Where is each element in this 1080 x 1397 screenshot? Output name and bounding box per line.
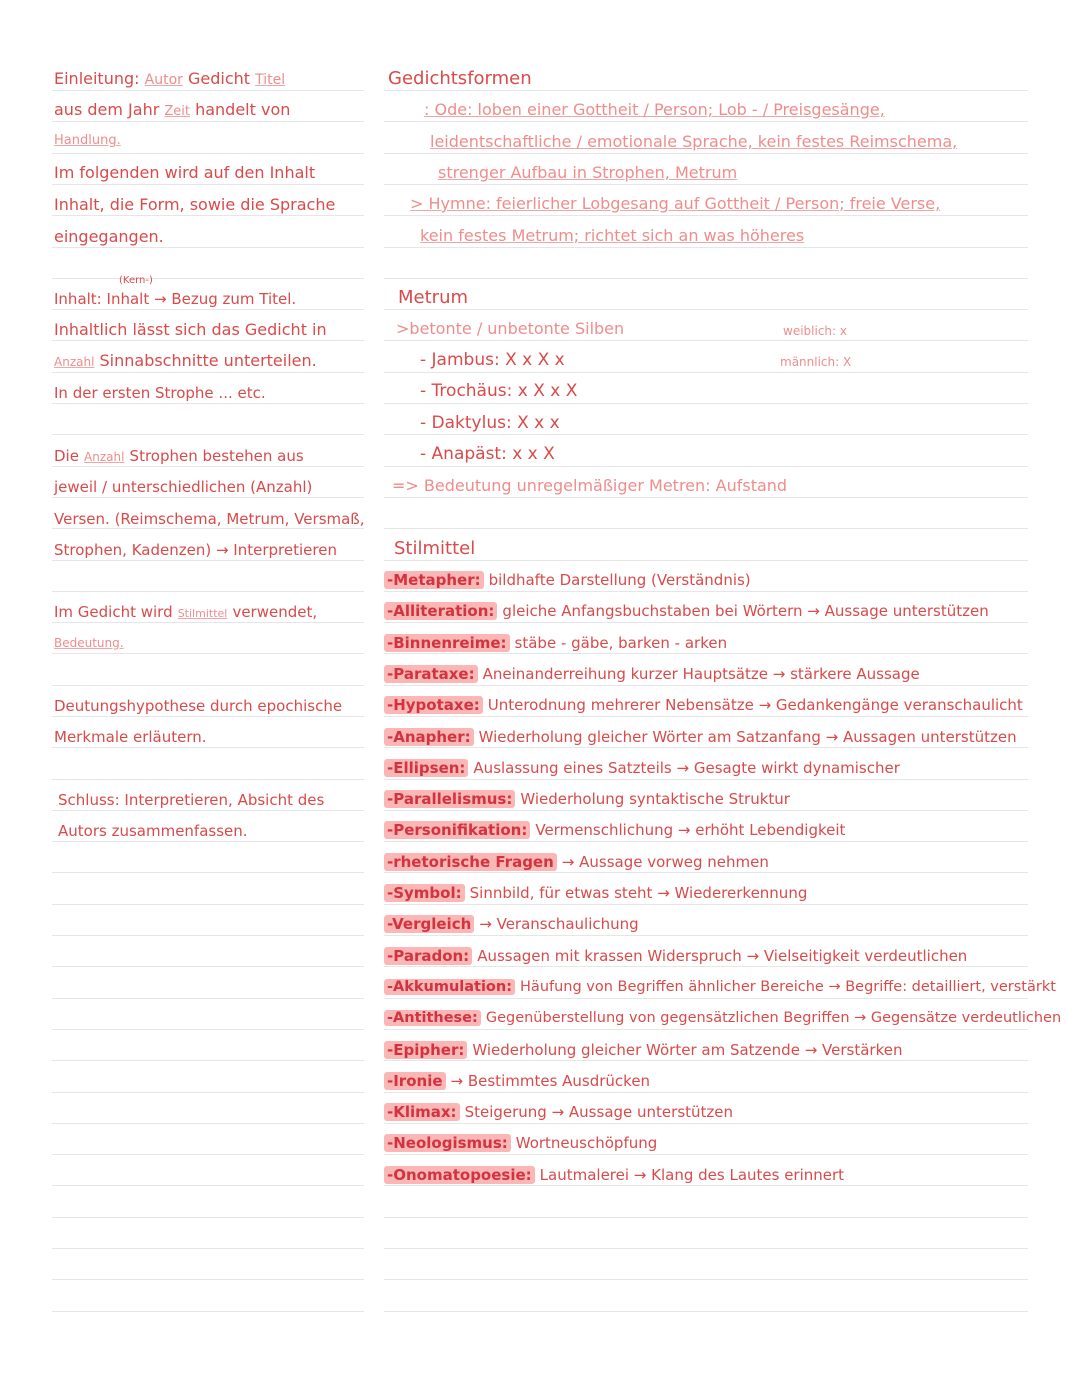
device-description: → Veranschaulichung <box>479 915 639 933</box>
forms-line-2: leidentschaftliche / emotionale Sprache, kein festes Reimschema, <box>430 132 958 151</box>
device-item <box>384 851 769 873</box>
device-description: Vermenschlichung → erhöht Lebendigkeit <box>535 821 846 839</box>
intro-line-2-a: aus dem Jahr <box>54 100 160 119</box>
content-line-4: In der ersten Strophe ... etc. <box>54 384 266 402</box>
device-description: stäbe - gäbe, barken - arken <box>514 634 728 652</box>
forms-line-4: > Hymne: feierlicher Lobgesang auf Gottheit / Person; freie Verse, <box>410 194 941 213</box>
form-line-1 <box>54 445 304 468</box>
content-label: Inhalt: <box>54 290 102 308</box>
device-term: -Antithese: <box>384 1010 481 1026</box>
ruled-line <box>384 90 1028 91</box>
device-term: -Epipher: <box>384 1041 467 1059</box>
device-term: -Parallelismus: <box>384 790 515 808</box>
ruled-line <box>384 372 1028 373</box>
ruled-line <box>384 779 1028 780</box>
forms-line-3: strenger Aufbau in Strophen, Metrum <box>438 163 738 182</box>
content-line-3 <box>54 350 317 373</box>
ruled-line <box>384 1123 1028 1124</box>
meter-weiblich: weiblich: x <box>783 324 847 338</box>
ruled-line <box>52 779 364 780</box>
ruled-line <box>52 1311 364 1312</box>
device-item <box>384 757 900 779</box>
conclusion-line-2: Autors zusammenfassen. <box>58 822 248 840</box>
device-description: Häufung von Begriffen ähnlicher Bereiche → Begriffe: detailliert, verstärkt <box>520 979 1056 995</box>
ruled-line <box>52 184 364 185</box>
ruled-line <box>52 1029 364 1030</box>
ruled-line <box>384 810 1028 811</box>
device-term: -rhetorische Fragen <box>384 853 557 871</box>
form-line-2: jeweil / unterschiedlichen (Anzahl) <box>54 478 313 496</box>
ruled-line <box>384 340 1028 341</box>
device-item <box>384 1132 657 1154</box>
device-term: -Alliteration: <box>384 602 497 620</box>
device-term: -Neologismus: <box>384 1134 511 1152</box>
device-item <box>384 945 967 967</box>
ruled-line <box>52 966 364 967</box>
ruled-line <box>384 622 1028 623</box>
intro-label: Einleitung: <box>54 69 140 88</box>
ruled-line <box>384 434 1028 435</box>
content-anzahl: Anzahl <box>54 355 95 369</box>
device-description: gleiche Anfangsbuchstaben bei Wörtern → Aussage unterstützen <box>502 602 989 620</box>
ruled-line <box>384 528 1028 529</box>
meter-subtitle: >betonte / unbetonte Silben <box>396 319 625 338</box>
ruled-line <box>384 1279 1028 1280</box>
ruled-line <box>52 1154 364 1155</box>
device-term: -Metapher: <box>384 571 484 589</box>
intro-gedicht: Gedicht <box>187 69 251 88</box>
device-item <box>384 819 845 841</box>
content-sinnabschnitte: Sinnabschnitte unterteilen. <box>99 351 317 370</box>
ruled-line <box>52 434 364 435</box>
ruled-line <box>52 153 364 154</box>
device-term: -Personifikation: <box>384 821 530 839</box>
device-description: → Bestimmtes Ausdrücken <box>450 1072 651 1090</box>
ruled-line <box>384 841 1028 842</box>
ruled-line <box>384 998 1028 999</box>
meter-trochaeus: - Trochäus: x X x X <box>420 381 578 401</box>
intro-line-6: eingegangen. <box>54 227 164 246</box>
ruled-line <box>384 1217 1028 1218</box>
form-anzahl: Anzahl <box>84 450 125 464</box>
device-item <box>384 663 920 685</box>
device-term: -Onomatopoesie: <box>384 1166 535 1184</box>
intro-autor: Autor <box>144 72 183 88</box>
ruled-line <box>384 497 1028 498</box>
device-item <box>384 1070 650 1092</box>
device-description: Auslassung eines Satzteils → Gesagte wirkt dynamischer <box>473 759 900 777</box>
device-term: -Ironie <box>384 1072 446 1090</box>
intro-line-4: Im folgenden wird auf den Inhalt <box>54 163 316 182</box>
ruled-line <box>384 247 1028 248</box>
device-item <box>384 569 751 591</box>
ruled-line <box>52 998 364 999</box>
ruled-line <box>384 1029 1028 1030</box>
form-line-4: Strophen, Kadenzen) → Interpretieren <box>54 541 337 559</box>
meter-title: Metrum <box>398 287 469 308</box>
content-kern: (Kern-) <box>119 275 153 286</box>
meter-daktylus: - Daktylus: X x x <box>420 413 560 433</box>
ruled-line <box>384 466 1028 467</box>
meter-jambus: - Jambus: X x X x <box>420 350 565 370</box>
ruled-line <box>384 560 1028 561</box>
ruled-line <box>384 1154 1028 1155</box>
ruled-line <box>384 184 1028 185</box>
device-item <box>384 632 727 654</box>
content-line-1 <box>54 288 296 310</box>
device-description: Lautmalerei → Klang des Lautes erinnert <box>539 1166 845 1184</box>
ruled-line <box>384 1092 1028 1093</box>
content-inhalt: Inhalt <box>106 290 150 308</box>
meter-maennlich: männlich: X <box>780 355 852 369</box>
device-term: -Parataxe: <box>384 665 478 683</box>
intro-zeit: Zeit <box>164 104 190 119</box>
device-description: Wortneuschöpfung <box>515 1134 658 1152</box>
ruled-line <box>384 121 1028 122</box>
ruled-line <box>52 1060 364 1061</box>
ruled-line <box>52 904 364 905</box>
device-item <box>384 694 1023 716</box>
form-die: Die <box>54 447 79 465</box>
forms-line-5: kein festes Metrum; richtet sich an was höheres <box>420 226 805 245</box>
device-item <box>384 913 639 935</box>
ruled-line <box>384 1248 1028 1249</box>
intro-handlung: Handlung. <box>54 133 121 148</box>
ruled-line <box>52 591 364 592</box>
style-verwendet: verwendet, <box>232 603 318 621</box>
device-term: -Ellipsen: <box>384 759 468 777</box>
ruled-line <box>52 1279 364 1280</box>
ruled-line <box>52 1092 364 1093</box>
ruled-line <box>384 685 1028 686</box>
hypothesis-line-2: Merkmale erläutern. <box>54 728 207 746</box>
ruled-line <box>384 716 1028 717</box>
device-term: -Anapher: <box>384 728 474 746</box>
forms-title: Gedichtsformen <box>388 68 532 89</box>
hypothesis-line-1: Deutungshypothese durch epochische <box>54 697 343 715</box>
device-description: Aneinanderreihung kurzer Hauptsätze → stärkere Aussage <box>482 665 920 683</box>
ruled-line <box>384 591 1028 592</box>
intro-line-2 <box>54 99 290 123</box>
device-description: Aussagen mit krassen Widerspruch → Vielseitigkeit verdeutlichen <box>477 947 968 965</box>
device-item <box>384 976 1056 998</box>
device-item <box>384 1164 844 1186</box>
forms-line-1: : Ode: loben einer Gottheit / Person; Lob - / Preisgesänge, <box>424 100 885 119</box>
device-item <box>384 600 989 622</box>
ruled-line <box>52 935 364 936</box>
device-item <box>384 882 807 904</box>
conclusion-line-1: Schluss: Interpretieren, Absicht des <box>58 791 325 809</box>
device-term: -Paradon: <box>384 947 472 965</box>
device-description: → Aussage vorweg nehmen <box>561 853 769 871</box>
content-line-2: Inhaltlich lässt sich das Gedicht in <box>54 320 327 339</box>
content-bezug: → Bezug zum Titel. <box>153 290 297 308</box>
device-description: Unterodnung mehrerer Nebensätze → Gedankengänge veranschaulicht <box>487 696 1023 714</box>
ruled-line <box>52 872 364 873</box>
devices-title: Stilmittel <box>394 538 476 559</box>
device-term: -Akkumulation: <box>384 979 515 995</box>
ruled-line <box>384 1311 1028 1312</box>
ruled-line <box>384 935 1028 936</box>
meter-note: => Bedeutung unregelmäßiger Metren: Aufstand <box>392 476 788 495</box>
form-strophen: Strophen bestehen aus <box>129 447 304 465</box>
intro-line-2-b: handelt von <box>195 100 291 119</box>
device-description: Steigerung → Aussage unterstützen <box>464 1103 734 1121</box>
style-line-1 <box>54 601 317 625</box>
ruled-line <box>384 403 1028 404</box>
ruled-line <box>384 153 1028 154</box>
device-term: -Vergleich <box>384 915 474 933</box>
device-description: Wiederholung gleicher Wörter am Satzanfang → Aussagen unterstützen <box>478 728 1017 746</box>
intro-titel: Titel <box>255 72 286 88</box>
style-stilmittel: Stilmittel <box>177 607 228 620</box>
style-bedeutung: Bedeutung. <box>54 636 124 650</box>
device-term: -Klimax: <box>384 1103 460 1121</box>
ruled-line <box>52 1248 364 1249</box>
device-description: Wiederholung gleicher Wörter am Satzende → Verstärken <box>472 1041 903 1059</box>
style-im-gedicht: Im Gedicht wird <box>54 603 173 621</box>
device-term: -Binnenreime: <box>384 634 510 652</box>
ruled-line <box>384 309 1028 310</box>
intro-line-5: Inhalt, die Form, sowie die Sprache <box>54 195 336 214</box>
device-description: Sinnbild, für etwas steht → Wiedererkennung <box>469 884 808 902</box>
ruled-line <box>52 1217 364 1218</box>
device-description: bildhafte Darstellung (Verständnis) <box>488 571 751 589</box>
device-item <box>384 1039 902 1061</box>
ruled-line <box>52 1185 364 1186</box>
meter-anapaest: - Anapäst: x x X <box>420 444 555 464</box>
device-description: Wiederholung syntaktische Struktur <box>520 790 790 808</box>
device-term: -Symbol: <box>384 884 465 902</box>
form-line-3: Versen. (Reimschema, Metrum, Versmaß, <box>54 510 365 528</box>
ruled-line <box>52 278 364 279</box>
device-term: -Hypotaxe: <box>384 696 483 714</box>
device-item <box>384 1101 733 1123</box>
ruled-line <box>384 278 1028 279</box>
ruled-line <box>384 904 1028 905</box>
device-item <box>384 1007 1061 1029</box>
ruled-line <box>384 215 1028 216</box>
ruled-line <box>52 1123 364 1124</box>
device-item <box>384 788 790 810</box>
ruled-line <box>52 685 364 686</box>
intro-line-1 <box>54 68 285 91</box>
device-description: Gegenüberstellung von gegensätzlichen Begriffen → Gegensätze verdeutlichen <box>485 1010 1062 1026</box>
device-item <box>384 726 1017 748</box>
